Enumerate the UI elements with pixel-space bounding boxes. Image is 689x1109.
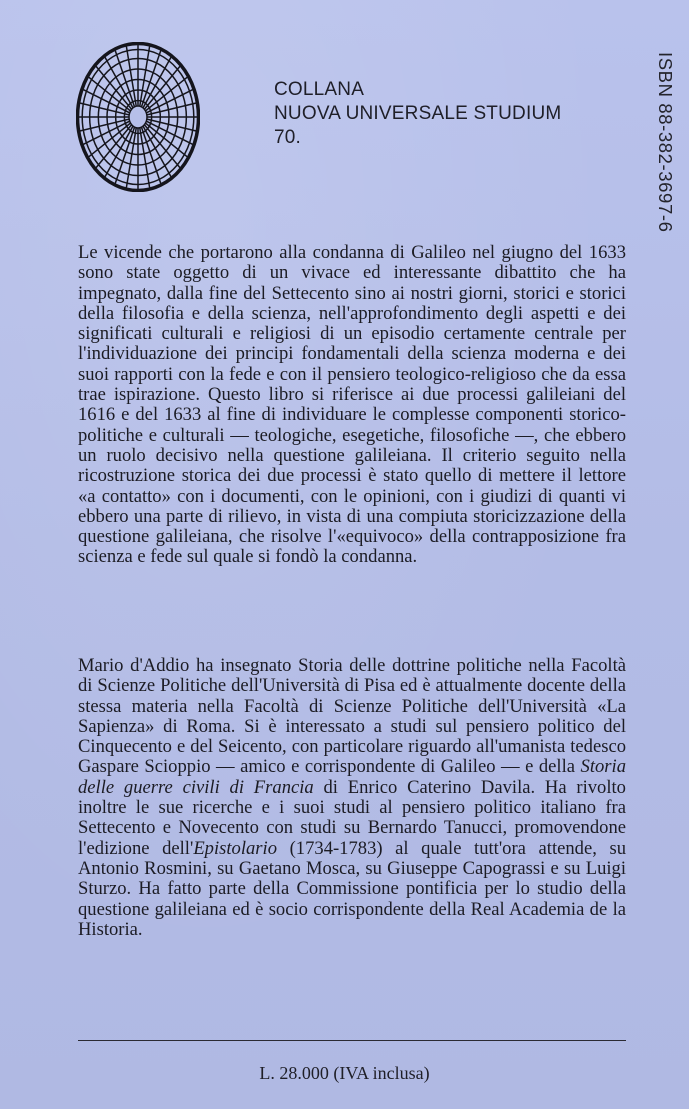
author-biography [78, 656, 626, 940]
series-label: COLLANA [274, 79, 365, 100]
isbn-code: ISBN 88-382-3697-6 [655, 52, 676, 233]
bio-text-3: (1734-1783) al quale tutt'ora attende, su Antonio Rosmini, su Gaetano Mosca, su Giuseppe Capograssi e su Luigi Sturzo. Ha fatto parte della Commissione pontificia per lo studio della questione galileiana ed è socio corrispondente della Real Academia de la Historia. [78, 837, 626, 940]
bio-text-1: Mario d'Addio ha insegnato Storia delle dottrine politiche nella Facoltà di Scienze Politiche dell'Università di Pisa ed è attualmente docente della stessa materia nella Facoltà di Scienze Politiche dell'Università «La Sapienza» di Roma. Si è interessato a studi sul pensiero politico del Cinquecento e del Seicento, con particolare riguardo all'umanista tedesco Gaspare Scioppio — amico e corrispondente di Galileo — e della [78, 655, 626, 778]
radial-disc-logo-icon [76, 42, 200, 192]
series-info [274, 78, 561, 150]
series-number: 70. [274, 127, 302, 148]
price-label: L. 28.000 (IVA inclusa) [259, 1063, 430, 1083]
bio-italic-title-2: Epistolario [193, 837, 278, 859]
book-description: Le vicende che portarono alla condanna di Galileo nel giugno del 1633 sono state oggetto di un vivace ed interessante dibattito che ha impegnato, dalla fine del Settecento sino ai nostri giorni, storici e storici della filosofia e della scienza, nell'approfondimento degli aspetti e dei significati culturali e religiosi di un episodio certamente centrale per l'individuazione dei principi fondamentali della scienza moderna e dei suoi rapporti con la fede e con il pensiero teologico-religioso che da essa trae ispirazione. Questo libro si riferisce ai due processi galileiani del 1616 e del 1633 al fine di individuare le complesse componenti storico-politiche e culturali — teologiche, esegetiche, filosofiche —, che ebbero un ruolo decisivo nella questione galileiana. Il criterio seguito nella ricostruzione storica dei due processi è stato quello di mettere il lettore «a contatto» con i documenti, con le opinioni, con i giudizi di quanti vi ebbero una parte di rilievo, in vista di una compiuta storicizzazione della questione galileiana, che risolve l'«equivoco» della contrapposizione fra scienza e fede sul quale si fondò la condanna. [78, 242, 626, 568]
series-name: NUOVA UNIVERSALE STUDIUM [274, 103, 562, 124]
isbn-block [648, 52, 680, 272]
bio-italic-title-1: Storia delle guerre civili di Francia [78, 756, 626, 798]
bio-text-2: di Enrico Caterino Davila. Ha rivolto inoltre le sue ricerche e i suoi studi al pensiero politico italiano fra Settecento e Novecento con studi su Bernardo Tanucci, promovendone l'edizione dell' [78, 776, 626, 859]
divider-line [78, 1040, 626, 1041]
